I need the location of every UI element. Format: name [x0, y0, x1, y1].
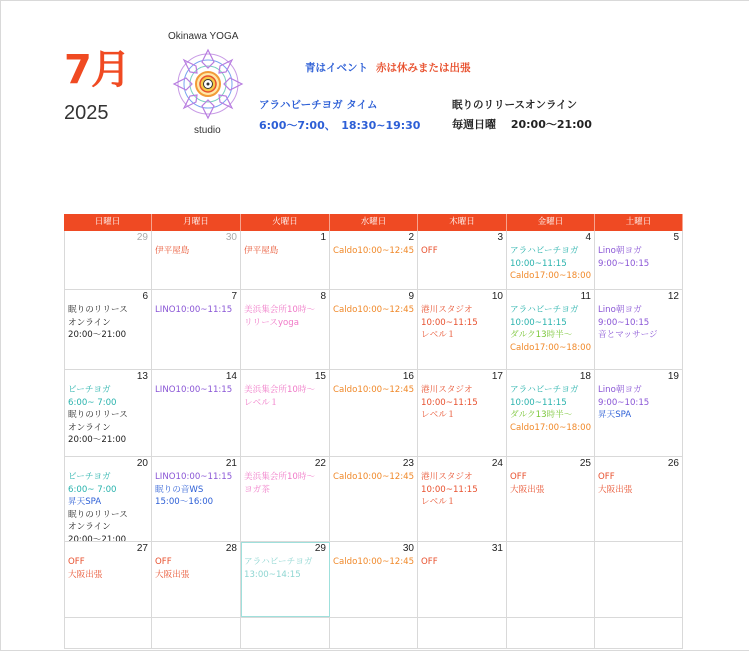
event-entry: 伊平屋島	[244, 246, 279, 256]
event-entry: LINO10:00~11:15	[155, 472, 233, 482]
calendar-day-cell[interactable]	[241, 370, 330, 456]
day-events	[244, 556, 327, 581]
event-entry: Caldo10:00~12:45	[333, 246, 415, 256]
day-events	[598, 245, 680, 270]
event-entry: アラハビーチヨガ	[510, 385, 579, 395]
event-entry: Caldo17:00~18:00	[510, 342, 592, 353]
event-entry: Caldo10:00~12:45	[333, 557, 415, 567]
day-events	[510, 471, 592, 496]
day-number: 8	[320, 291, 326, 302]
calendar-day-cell[interactable]	[330, 231, 418, 289]
day-events	[510, 304, 592, 354]
month-title: 7月	[64, 47, 130, 93]
calendar-day-cell[interactable]	[418, 618, 507, 648]
event-entry: 美浜集会所10時〜	[244, 472, 316, 482]
day-number: 17	[491, 371, 503, 382]
day-events	[598, 304, 680, 342]
event-entry: OFF	[68, 557, 85, 567]
event-entry: 20:00〜21:00	[68, 330, 127, 341]
day-events	[510, 384, 592, 434]
day-events	[333, 245, 415, 258]
calendar-week-row	[64, 457, 683, 542]
event-entry: レベル１	[421, 410, 456, 421]
day-events	[68, 384, 149, 447]
day-number: 30	[225, 232, 237, 243]
event-entry: 20:00〜21:00	[68, 534, 127, 541]
event-entry: LINO10:00~11:15	[155, 385, 233, 395]
calendar-day-cell[interactable]	[507, 618, 595, 648]
day-events	[421, 556, 504, 569]
release-online-times: 毎週日曜 20:00〜21:00	[452, 118, 592, 131]
calendar-day-cell[interactable]	[595, 370, 683, 456]
weekday-header-cell: 水曜日	[330, 214, 418, 231]
day-number: 7	[231, 291, 237, 302]
event-entry: 大阪出張	[68, 569, 103, 580]
event-entry: OFF	[421, 557, 438, 567]
day-number: 5	[673, 232, 679, 243]
mandala-logo-icon	[172, 44, 244, 124]
event-entry: 美浜集会所10時〜	[244, 385, 316, 395]
weekday-header-cell: 木曜日	[418, 214, 507, 231]
day-events	[155, 245, 238, 258]
event-entry: 大阪出張	[598, 484, 633, 495]
day-events	[68, 304, 149, 342]
day-number: 9	[408, 291, 414, 302]
day-number: 2	[408, 232, 414, 243]
day-events	[244, 304, 327, 329]
calendar-day-cell[interactable]	[595, 457, 683, 541]
calendar-day-cell[interactable]	[152, 370, 241, 456]
event-entry: ヨガ茶	[244, 484, 270, 495]
event-entry: 大阪出張	[510, 484, 545, 495]
event-entry: 伊平屋島	[155, 246, 190, 256]
weekday-header	[64, 214, 683, 231]
calendar-week-row	[64, 618, 683, 649]
calendar-day-cell[interactable]	[241, 542, 330, 617]
calendar-day-cell[interactable]	[418, 370, 507, 456]
event-entry: ビーチヨガ	[68, 385, 111, 395]
day-events	[510, 245, 592, 283]
calendar-day-cell[interactable]	[241, 618, 330, 648]
day-events	[333, 304, 415, 317]
calendar-day-cell[interactable]	[64, 290, 152, 369]
event-entry: レベル１	[421, 330, 456, 341]
event-entry: ダルク13時半〜	[510, 330, 573, 341]
event-entry: 眠りのリリース	[68, 410, 128, 421]
event-entry: 13:00~14:15	[244, 569, 301, 580]
event-entry: 10:00~11:15	[421, 317, 478, 328]
calendar-day-cell[interactable]	[595, 542, 683, 617]
calendar-day-cell[interactable]	[595, 231, 683, 289]
day-number: 3	[497, 232, 503, 243]
day-number: 16	[402, 371, 414, 382]
weekday-header-cell: 日曜日	[64, 214, 152, 231]
day-number: 14	[225, 371, 237, 382]
event-entry: Caldo17:00~18:00	[510, 422, 592, 433]
event-entry: 15:00〜16:00	[155, 497, 214, 508]
calendar	[64, 214, 683, 649]
event-entry: OFF	[598, 472, 615, 482]
event-entry: OFF	[510, 472, 527, 482]
logo-text-top: Okinawa YOGA	[168, 31, 239, 42]
event-entry: Lino朝ヨガ	[598, 246, 642, 256]
day-events	[598, 471, 680, 496]
event-entry: 6:00~ 7:00	[68, 397, 117, 408]
day-number: 23	[402, 458, 414, 469]
day-number: 11	[580, 291, 591, 302]
day-events	[421, 304, 504, 342]
calendar-grid	[64, 231, 683, 649]
calendar-day-cell[interactable]	[152, 542, 241, 617]
weekday-header-cell: 金曜日	[507, 214, 595, 231]
event-entry: 9:00~10:15	[598, 258, 650, 269]
day-events	[333, 556, 415, 569]
event-entry: 眠りの音WS	[155, 484, 204, 495]
event-entry: 眠りのリリース	[68, 509, 128, 520]
event-entry: Lino朝ヨガ	[598, 305, 642, 315]
beach-yoga-title: アラハビーチヨガ タイム	[259, 99, 378, 111]
event-entry: 20:00〜21:00	[68, 435, 127, 446]
day-events	[421, 384, 504, 422]
calendar-day-cell[interactable]	[418, 457, 507, 541]
calendar-day-cell[interactable]	[64, 542, 152, 617]
calendar-day-cell[interactable]	[152, 457, 241, 541]
calendar-day-cell[interactable]	[330, 290, 418, 369]
event-entry: オンライン	[68, 522, 111, 533]
calendar-day-cell[interactable]	[330, 618, 418, 648]
event-entry: OFF	[155, 557, 172, 567]
day-number: 6	[142, 291, 148, 302]
day-number: 4	[585, 232, 591, 243]
day-number: 27	[136, 543, 148, 554]
calendar-day-cell[interactable]	[418, 290, 507, 369]
day-number: 30	[402, 543, 414, 554]
calendar-day-cell[interactable]	[241, 290, 330, 369]
day-events	[155, 471, 238, 509]
event-entry: 大阪出張	[155, 569, 190, 580]
calendar-week-row	[64, 542, 683, 618]
release-online-title: 眠りのリリースオンライン	[452, 99, 578, 111]
event-entry: Caldo10:00~12:45	[333, 385, 415, 395]
event-entry: 10:00~11:15	[421, 484, 478, 495]
day-events	[421, 245, 504, 258]
calendar-day-cell[interactable]	[330, 370, 418, 456]
weekday-header-cell: 火曜日	[241, 214, 330, 231]
event-entry: リリースyoga	[244, 317, 300, 328]
event-entry: OFF	[421, 246, 438, 256]
event-entry: Caldo10:00~12:45	[333, 472, 415, 482]
calendar-day-cell[interactable]	[418, 542, 507, 617]
event-entry: 港川スタジオ	[421, 472, 473, 482]
calendar-day-cell[interactable]	[241, 457, 330, 541]
weekday-header-cell: 土曜日	[595, 214, 683, 231]
calendar-day-cell[interactable]	[595, 618, 683, 648]
day-number: 22	[314, 458, 326, 469]
legend-events: 青はイベント	[305, 62, 368, 74]
event-entry: 昇天SPA	[68, 497, 102, 508]
calendar-day-cell[interactable]	[330, 542, 418, 617]
calendar-day-cell[interactable]	[595, 290, 683, 369]
event-entry: アラハビーチヨガ	[510, 246, 579, 256]
day-number: 31	[491, 543, 503, 554]
day-number: 28	[225, 543, 237, 554]
calendar-day-cell[interactable]	[241, 231, 330, 289]
day-events	[155, 556, 238, 581]
event-entry: オンライン	[68, 317, 111, 328]
day-number: 1	[320, 232, 326, 243]
day-events	[333, 471, 415, 484]
day-events	[244, 245, 327, 258]
event-entry: 9:00~10:15	[598, 317, 650, 328]
day-events	[598, 384, 680, 422]
event-entry: 10:00~11:15	[510, 258, 567, 269]
day-events	[421, 471, 504, 509]
year-label: 2025	[64, 102, 109, 124]
event-entry: レベル１	[244, 397, 279, 408]
event-entry: 音とマッサージ	[598, 330, 658, 341]
calendar-day-cell[interactable]	[64, 457, 152, 541]
day-number: 13	[136, 371, 148, 382]
day-number: 12	[667, 291, 679, 302]
event-entry: ビーチヨガ	[68, 472, 111, 482]
calendar-day-cell[interactable]	[64, 231, 152, 289]
event-entry: 港川スタジオ	[421, 385, 473, 395]
day-number: 10	[491, 291, 503, 302]
day-number: 29	[314, 543, 326, 554]
day-number: 19	[667, 371, 679, 382]
calendar-day-cell[interactable]	[330, 457, 418, 541]
day-number: 24	[491, 458, 503, 469]
calendar-week-row	[64, 231, 683, 290]
event-entry: 10:00~11:15	[510, 317, 567, 328]
event-entry: LINO10:00~11:15	[155, 305, 233, 315]
calendar-week-row	[64, 290, 683, 370]
day-number: 20	[136, 458, 148, 469]
event-entry: アラハビーチヨガ	[510, 305, 579, 315]
event-entry: 眠りのリリース	[68, 305, 128, 315]
day-events	[68, 556, 149, 581]
event-entry: オンライン	[68, 422, 111, 433]
event-entry: Caldo10:00~12:45	[333, 305, 415, 315]
calendar-day-cell[interactable]	[507, 457, 595, 541]
calendar-day-cell[interactable]	[152, 618, 241, 648]
calendar-day-cell[interactable]	[152, 290, 241, 369]
day-number: 18	[579, 371, 591, 382]
event-entry: Caldo17:00~18:00	[510, 271, 592, 282]
day-number: 15	[314, 371, 326, 382]
event-entry: アラハビーチヨガ	[244, 557, 313, 567]
calendar-day-cell[interactable]	[507, 542, 595, 617]
calendar-day-cell[interactable]	[152, 231, 241, 289]
calendar-day-cell[interactable]	[64, 370, 152, 456]
legend-off: 赤は休みまたは出張	[376, 62, 471, 74]
calendar-day-cell[interactable]	[418, 231, 507, 289]
day-number: 26	[667, 458, 679, 469]
day-number: 21	[225, 458, 237, 469]
calendar-day-cell[interactable]	[507, 370, 595, 456]
event-entry: 10:00~11:15	[421, 397, 478, 408]
day-events	[244, 471, 327, 496]
beach-yoga-times: 6:00〜7:00、 18:30~19:30	[259, 119, 421, 132]
day-events	[155, 384, 238, 397]
day-number: 29	[136, 232, 148, 243]
event-entry: 美浜集会所10時〜	[244, 305, 316, 315]
day-events	[155, 304, 238, 317]
calendar-week-row	[64, 370, 683, 457]
weekday-header-cell: 月曜日	[152, 214, 241, 231]
calendar-day-cell[interactable]	[507, 231, 595, 289]
event-entry: 港川スタジオ	[421, 305, 473, 315]
calendar-day-cell[interactable]	[507, 290, 595, 369]
logo-text-bottom: studio	[194, 125, 221, 136]
day-number: 25	[579, 458, 591, 469]
event-entry: レベル１	[421, 497, 456, 508]
event-entry: 10:00~11:15	[510, 397, 567, 408]
calendar-day-cell[interactable]	[64, 618, 152, 648]
day-events	[333, 384, 415, 397]
event-entry: 6:00~ 7:00	[68, 484, 117, 495]
event-entry: 9:00~10:15	[598, 397, 650, 408]
event-entry: ダルク13時半〜	[510, 410, 573, 421]
event-entry: Lino朝ヨガ	[598, 385, 642, 395]
event-entry: 昇天SPA	[598, 410, 632, 421]
day-events	[244, 384, 327, 409]
day-events	[68, 471, 149, 541]
